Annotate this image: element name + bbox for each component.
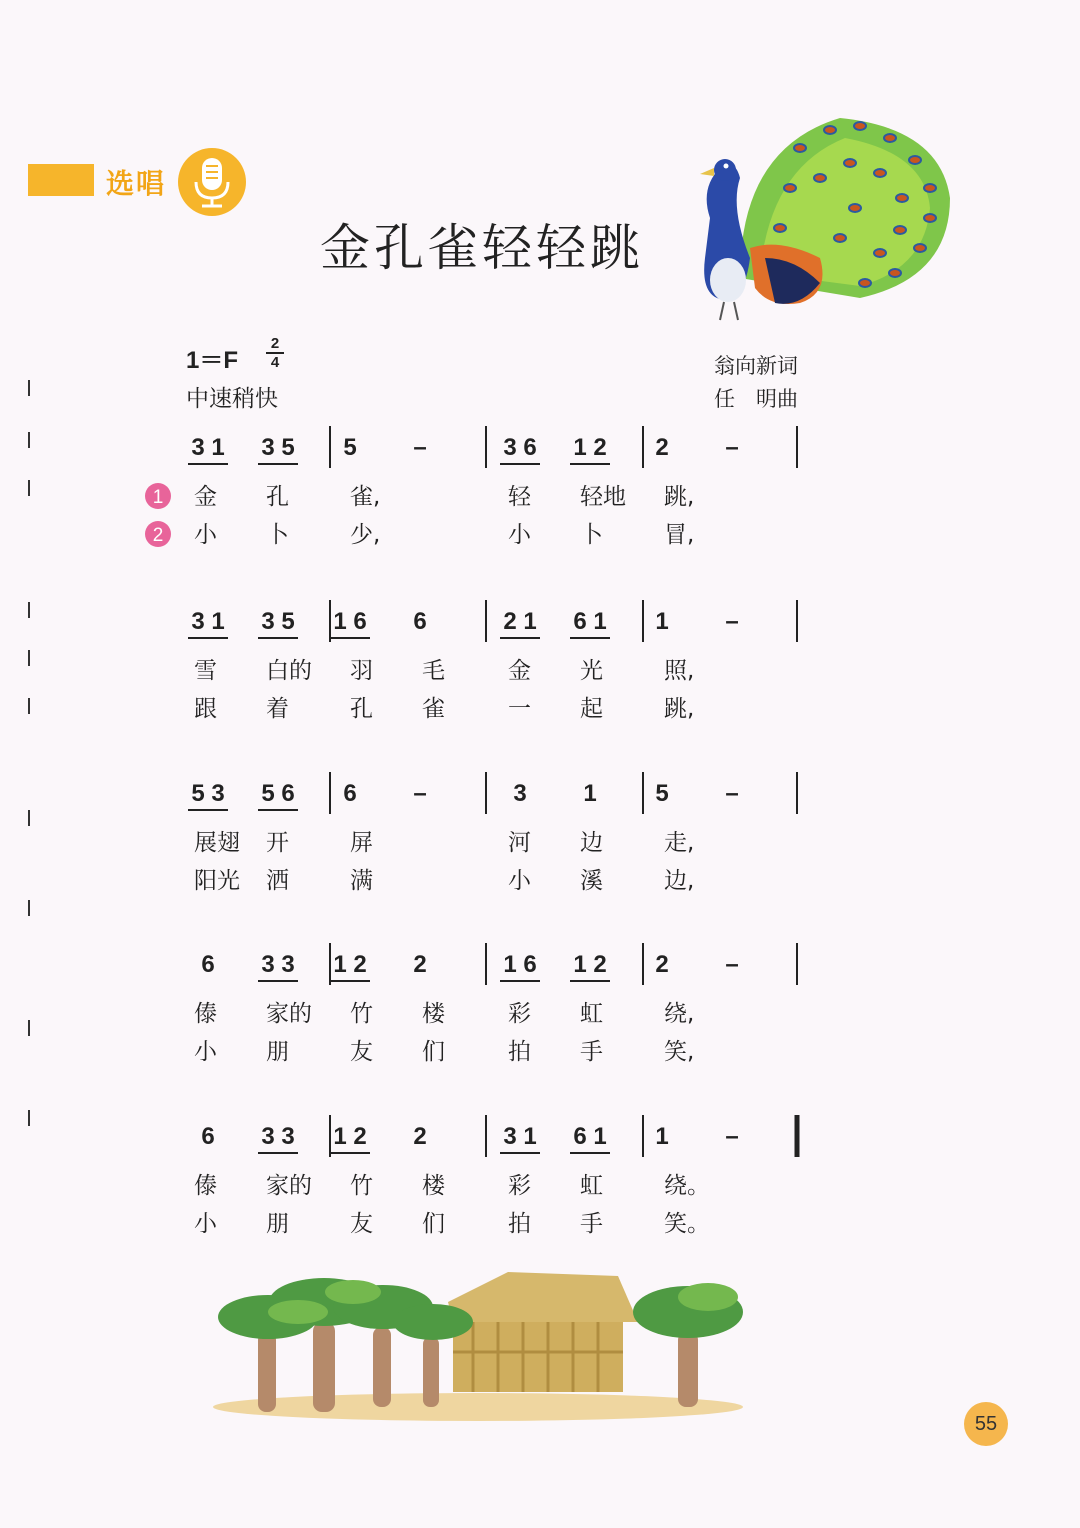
note-group: 6	[343, 780, 357, 807]
lyric-syllable: 竹	[350, 1173, 373, 1199]
lyric-syllable: 毛	[422, 658, 445, 684]
lyric-syllable: 洒	[266, 868, 289, 894]
lyric-syllable: 小	[194, 522, 217, 548]
note-group: 1 2	[333, 1123, 367, 1150]
tempo-marking: 中速稍快	[186, 386, 278, 412]
lyric-syllable: 家的	[266, 1001, 312, 1027]
note-group: 5 6	[261, 780, 295, 807]
note-group: 3 1	[503, 1123, 537, 1150]
lyric-syllable: 笑。	[664, 1211, 710, 1237]
lyric-syllable: 孔	[266, 484, 289, 510]
lyric-syllable: 跳,	[664, 484, 695, 510]
lyric-syllable: 屏	[350, 830, 373, 856]
lyric-syllable: 展翅	[194, 830, 240, 856]
note-group: –	[413, 780, 427, 807]
note-group: –	[725, 1123, 739, 1150]
lyric-syllable: 小	[194, 1039, 217, 1065]
lyric-syllable: 溪	[580, 868, 603, 894]
lyric-syllable: 卜	[580, 522, 603, 548]
lyric-syllable: 冒,	[664, 522, 695, 548]
lyric-syllable: 羽	[350, 658, 373, 684]
lyric-syllable: 楼	[422, 1173, 445, 1199]
lyric-syllable: 友	[350, 1039, 373, 1065]
time-signature-bottom: 4	[270, 354, 280, 371]
note-group: 5	[655, 780, 669, 807]
lyric-syllable: 一	[508, 696, 531, 722]
note-group: 2	[655, 951, 669, 978]
lyric-syllable: 河	[508, 830, 531, 856]
note-group: 1	[655, 608, 669, 635]
note-group: 1	[655, 1123, 669, 1150]
lyric-syllable: 白的	[266, 658, 312, 684]
lyric-syllable: 拍	[508, 1039, 531, 1065]
lyric-syllable: 绕。	[664, 1173, 710, 1199]
lyricist-credit: 翁向新词	[714, 354, 798, 378]
note-group: 2	[655, 434, 669, 461]
note-group: 3 5	[261, 434, 295, 461]
note-group: 1	[583, 780, 597, 807]
lyric-syllable: 轻地	[580, 484, 626, 510]
note-group: 2	[413, 951, 427, 978]
lyric-syllable: 傣	[194, 1173, 217, 1199]
lyric-syllable: 笑,	[664, 1039, 695, 1065]
lyric-syllable: 起	[580, 696, 603, 722]
lyric-syllable: 着	[266, 696, 289, 722]
lyric-syllable: 虹	[580, 1001, 603, 1027]
note-group: 1 2	[573, 951, 607, 978]
palm-tree-village-illustration	[208, 1262, 748, 1426]
note-group: –	[725, 780, 739, 807]
lyric-syllable: 楼	[422, 1001, 445, 1027]
lyric-syllable: 轻	[508, 484, 531, 510]
lyric-syllable: 少,	[350, 522, 381, 548]
note-group: 5 3	[191, 780, 225, 807]
lyric-syllable: 跟	[194, 696, 217, 722]
bamboo-house	[448, 1272, 638, 1392]
note-group: 3 3	[261, 1123, 295, 1150]
lyric-syllable: 虹	[580, 1173, 603, 1199]
note-group: 3 5	[261, 608, 295, 635]
lyric-syllable: 走,	[664, 830, 695, 856]
page-number: 55	[964, 1402, 1008, 1446]
composer-credit: 任 明曲	[714, 387, 798, 411]
note-group: 6	[201, 951, 215, 978]
note-group: 6	[201, 1123, 215, 1150]
lyric-syllable: 金	[194, 484, 217, 510]
lyric-syllable: 手	[580, 1039, 603, 1065]
verse-marker-number: 2	[152, 525, 164, 546]
note-group: –	[725, 608, 739, 635]
lyric-syllable: 开	[266, 830, 289, 856]
lyric-syllable: 阳光	[194, 868, 240, 894]
lyric-syllable: 朋	[266, 1039, 289, 1065]
lyric-syllable: 彩	[508, 1173, 531, 1199]
lyric-syllable: 手	[580, 1211, 603, 1237]
lyric-syllable: 雪	[194, 658, 217, 684]
note-group: –	[725, 434, 739, 461]
lyric-syllable: 孔	[350, 696, 373, 722]
lyric-syllable: 满	[350, 868, 373, 894]
lyric-syllable: 家的	[266, 1173, 312, 1199]
lyric-syllable: 雀	[422, 696, 445, 722]
song-title: 金孔雀轻轻跳	[320, 219, 644, 277]
lyric-syllable: 竹	[350, 1001, 373, 1027]
lyric-syllable: 雀,	[350, 484, 381, 510]
note-group: 1 2	[333, 951, 367, 978]
lyric-syllable: 跳,	[664, 696, 695, 722]
lyric-syllable: 边	[580, 830, 603, 856]
note-group: –	[413, 434, 427, 461]
section-tag: 选唱	[106, 167, 167, 200]
lyric-syllable: 拍	[508, 1211, 531, 1237]
lyric-syllable: 友	[350, 1211, 373, 1237]
note-group: 2	[413, 1123, 427, 1150]
time-signature-top: 2	[270, 335, 280, 352]
lyric-syllable: 光	[580, 658, 603, 684]
binding-margin-marks	[26, 380, 32, 1144]
key-signature: 1＝F	[186, 347, 239, 374]
lyric-syllable: 彩	[508, 1001, 531, 1027]
note-group: 5	[343, 434, 357, 461]
note-group: 3 1	[191, 608, 225, 635]
lyric-syllable: 傣	[194, 1001, 217, 1027]
note-group: 3 6	[503, 434, 537, 461]
note-group: –	[725, 951, 739, 978]
lyric-syllable: 朋	[266, 1211, 289, 1237]
lyric-syllable: 小	[194, 1211, 217, 1237]
note-group: 6 1	[573, 1123, 607, 1150]
lyric-syllable: 金	[508, 658, 531, 684]
lyric-syllable: 们	[422, 1211, 445, 1237]
lyric-syllable: 绕,	[664, 1001, 695, 1027]
lyric-syllable: 小	[508, 868, 531, 894]
lyric-syllable: 们	[422, 1039, 445, 1065]
note-group: 1 6	[503, 951, 537, 978]
note-group: 6	[413, 608, 427, 635]
note-group: 6 1	[573, 608, 607, 635]
verse-marker-number: 1	[152, 487, 164, 508]
lyric-syllable: 边,	[664, 868, 695, 894]
note-group: 1 6	[333, 608, 367, 635]
note-group: 2 1	[503, 608, 537, 635]
note-group: 3	[513, 780, 527, 807]
lyric-syllable: 小	[508, 522, 531, 548]
lyric-syllable: 照,	[664, 658, 695, 684]
note-group: 3 1	[191, 434, 225, 461]
lyric-syllable: 卜	[266, 522, 289, 548]
note-group: 3 3	[261, 951, 295, 978]
note-group: 1 2	[573, 434, 607, 461]
